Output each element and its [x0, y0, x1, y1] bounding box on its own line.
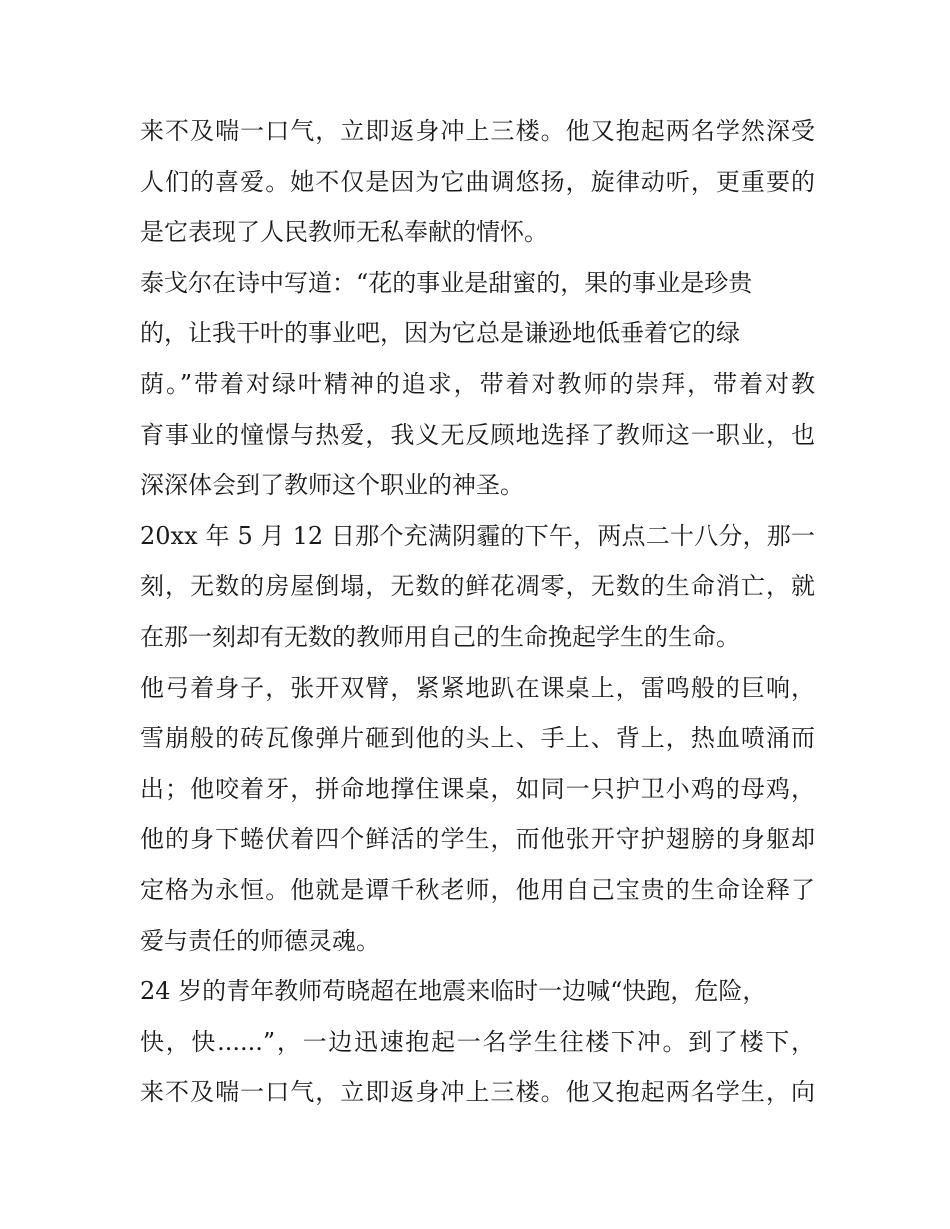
text-line: 快，快......”，一边迅速抱起一名学生往楼下冲。到了楼下，	[140, 1027, 815, 1056]
text-line: 育事业的憧憬与热爱，我义无反顾地选择了教师这一职业，也	[140, 420, 815, 449]
text-line: 泰戈尔在诗中写道：“花的事业是甜蜜的，果的事业是珍贵	[140, 268, 753, 297]
text-line: 来不及喘一口气，立即返身冲上三楼。他又抱起两名学然深受	[140, 117, 815, 145]
text-line: 在那一刻却有无数的教师用自己的生命挽起学生的生命。	[140, 622, 740, 651]
document-body	[140, 106, 815, 1118]
text-line: 的，让我干叶的事业吧，因为它总是谦逊地低垂着它的绿	[140, 319, 740, 348]
text-line: 爱与责任的师德灵魂。	[140, 926, 380, 955]
text-line: 雪崩般的砖瓦像弹片砸到他的头上、手上、背上，热血喷涌而	[140, 724, 815, 753]
text-line: 20xx 年 5 月 12 日那个充满阴霾的下午，两点二十八分，那一	[140, 521, 815, 550]
text-line: 人们的喜爱。她不仅是因为它曲调悠扬，旋律动听，更重要的	[140, 167, 815, 196]
text-line: 刻，无数的房屋倒塌，无数的鲜花凋零，无数的生命消亡，就	[140, 572, 815, 601]
text-line: 深深体会到了教师这个职业的神圣。	[140, 471, 524, 500]
text-line: 他弓着身子，张开双臂，紧紧地趴在课桌上，雷鸣般的巨响，	[140, 673, 815, 702]
text-line: 24 岁的青年教师苟晓超在地震来临时一边喊“快跑，危险，	[140, 977, 767, 1006]
text-line: 是它表现了人民教师无私奉献的情怀。	[140, 218, 548, 247]
text-line: 他的身下蜷伏着四个鲜活的学生，而他张开守护翅膀的身躯却	[140, 825, 815, 854]
text-line: 出；他咬着牙，拼命地撑住课桌，如同一只护卫小鸡的母鸡，	[140, 774, 815, 803]
text-line: 荫。”带着对绿叶精神的追求，带着对教师的崇拜，带着对教	[140, 369, 815, 398]
text-line: 来不及喘一口气，立即返身冲上三楼。他又抱起两名学生，向	[140, 1078, 815, 1107]
text-line: 定格为永恒。他就是谭千秋老师，他用自己宝贵的生命诠释了	[140, 875, 815, 904]
